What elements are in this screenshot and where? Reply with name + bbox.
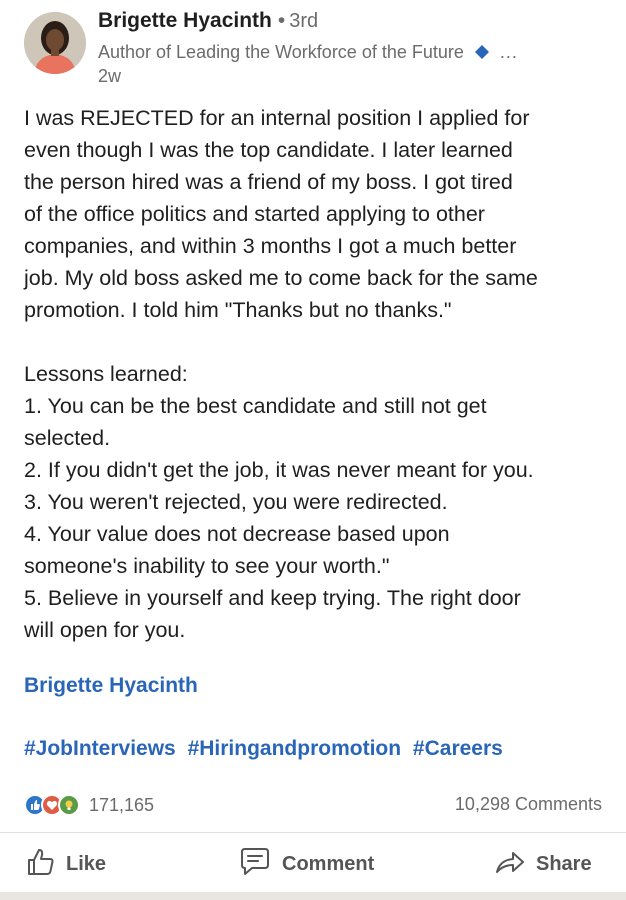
body-line: 2. If you didn't get the job, it was never meant for you.	[24, 458, 534, 482]
divider	[0, 832, 626, 833]
share-button[interactable]	[494, 840, 592, 888]
reaction-count: 171,165	[89, 794, 155, 815]
body-line: of the office politics and started applying to other	[24, 202, 485, 226]
body-line: I was REJECTED for an internal position I applied for	[24, 106, 530, 130]
thumbs-up-icon	[24, 846, 56, 883]
body-line: Lessons learned:	[24, 362, 188, 386]
author-name[interactable]: Brigette Hyacinth	[98, 9, 272, 32]
paragraph-gap	[24, 326, 614, 358]
body-line: someone's inability to see your worth."	[24, 554, 390, 578]
comments-count[interactable]: 10,298 Comments	[454, 794, 602, 814]
bottom-separator-bar	[0, 892, 626, 900]
hashtag-link[interactable]: #Careers	[412, 737, 503, 760]
body-line: job. My old boss asked me to come back for the same	[24, 266, 538, 290]
body-line: will open for you.	[24, 618, 186, 642]
separator-dot: •	[277, 9, 286, 32]
comment-label: Comment	[282, 852, 375, 875]
post-body	[24, 102, 614, 646]
author-headline-line	[98, 40, 518, 64]
body-line: 4. Your value does not decrease based upon	[24, 522, 450, 546]
hashtags	[24, 737, 509, 761]
reaction-icons	[24, 794, 75, 816]
insightful-reaction-icon	[58, 794, 80, 816]
body-line: 3. You weren't rejected, you were redirected.	[24, 490, 448, 514]
share-arrow-icon	[494, 846, 526, 883]
share-label: Share	[536, 852, 592, 875]
connection-degree: 3rd	[289, 10, 319, 32]
author-headline: Author of Leading the Workforce of the Future	[98, 41, 464, 62]
action-bar	[0, 840, 626, 888]
like-label: Like	[66, 852, 107, 875]
author-mention-link[interactable]: Brigette Hyacinth	[24, 674, 198, 697]
post-header	[0, 0, 626, 92]
hashtag-link[interactable]: #JobInterviews	[24, 737, 176, 760]
verified-diamond-icon	[474, 44, 490, 60]
body-line: 1. You can be the best candidate and still not get	[24, 394, 487, 418]
comment-button[interactable]	[238, 840, 374, 888]
reactions-summary[interactable]	[24, 792, 154, 818]
body-line: promotion. I told him "Thanks but no thanks."	[24, 298, 452, 322]
body-line: the person hired was a friend of my boss. I got tired	[24, 170, 513, 194]
body-line: 5. Believe in yourself and keep trying. The right door	[24, 586, 521, 610]
comment-bubble-icon	[238, 846, 272, 883]
more-options-icon[interactable]: ...	[499, 41, 518, 62]
body-line: even though I was the top candidate. I later learned	[24, 138, 513, 162]
hashtag-link[interactable]: #Hiringandpromotion	[187, 737, 402, 760]
body-line: selected.	[24, 426, 111, 450]
like-button[interactable]	[24, 840, 106, 888]
body-line: companies, and within 3 months I got a much better	[24, 234, 517, 258]
author-name-line	[98, 9, 318, 39]
post-timestamp: 2w	[98, 66, 122, 86]
author-avatar[interactable]	[24, 12, 86, 74]
